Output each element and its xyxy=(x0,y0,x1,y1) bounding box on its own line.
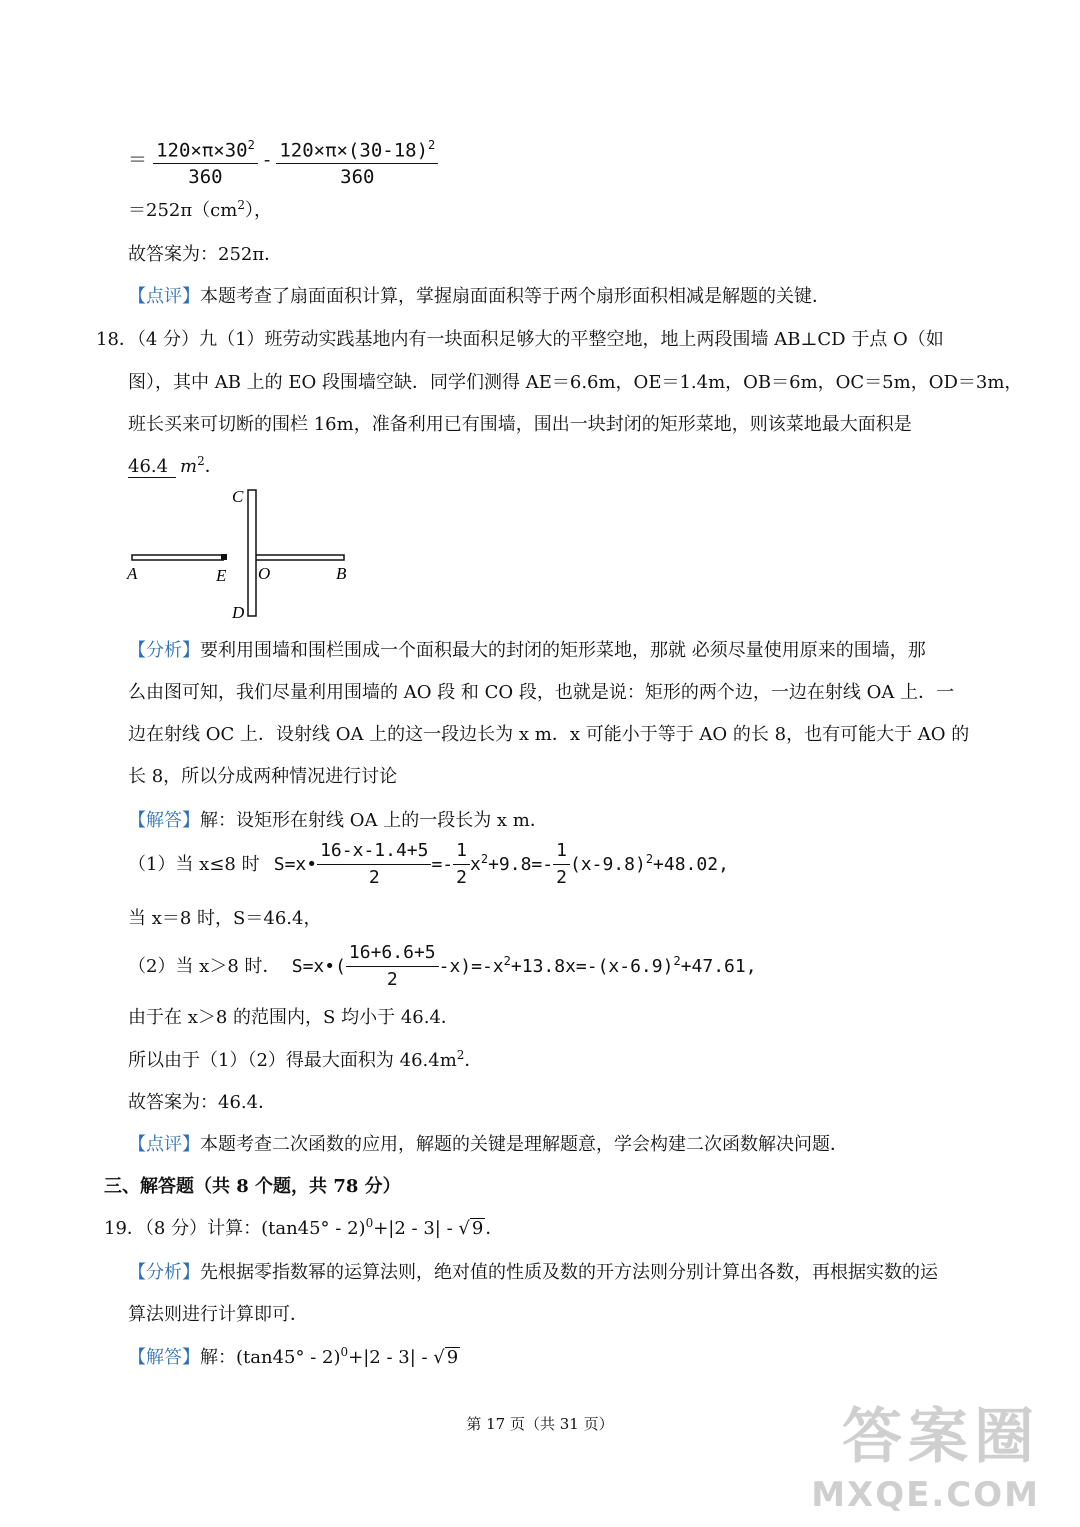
answer-18: 故答案为：46.4． xyxy=(128,1092,277,1113)
solution-text: 解：(tan45° - 2) xyxy=(200,1347,341,1368)
fraction-2 xyxy=(276,132,438,190)
section-3-heading: 三、解答题（共 8 个题，共 78 分） xyxy=(104,1176,401,1197)
calc-line-2 xyxy=(128,196,272,222)
fraction-denominator: 2 xyxy=(386,969,398,990)
minus-sign: - xyxy=(263,149,271,172)
unit: m xyxy=(180,456,198,477)
review-text: 本题考查了扇面面积计算，掌握扇面面积等于两个扇形面积相减是解题的关键． xyxy=(200,286,830,307)
exponent: 2 xyxy=(503,953,511,968)
fraction-numerator: 16-x-1.4+5 xyxy=(317,838,431,865)
formula-part: +9.8=- xyxy=(488,853,554,875)
answer-blank: 46.4 xyxy=(128,456,176,478)
punct: ． xyxy=(464,1050,483,1071)
exponent: 2 xyxy=(673,953,681,968)
solution-bracket: 【解答】 xyxy=(128,1347,200,1368)
fraction xyxy=(317,838,431,891)
exponent: 2 xyxy=(247,138,255,152)
calc-result: ＝252π（cm xyxy=(128,200,238,221)
fraction-2-numerator: 120×π×(30-18) xyxy=(279,139,429,162)
fraction-1 xyxy=(153,132,258,190)
solution-bracket: 【解答】 xyxy=(128,810,200,831)
fraction-1-denominator: 360 xyxy=(188,166,223,189)
fraction-numerator: 16+6.6+5 xyxy=(346,940,439,967)
solution-tail: +|2 - 3| - xyxy=(348,1347,434,1368)
case-1-label: （1）当 x≤8 时 xyxy=(128,853,260,875)
label-a: A xyxy=(127,564,138,583)
formula-part: x xyxy=(470,853,481,875)
label-o: O xyxy=(258,564,271,583)
formula-part: S=x• xyxy=(273,853,318,875)
fraction-numerator: 1 xyxy=(553,838,570,865)
radicand: 9 xyxy=(446,1347,459,1368)
analysis-19-line-1 xyxy=(128,1258,938,1284)
label-b: B xyxy=(336,564,347,583)
analysis-18-line-3: 边在射线 OC 上．设射线 OA 上的这一段边长为 x m．x 可能小于等于 AO 的长 8，也有可能大于 AO 的 xyxy=(128,724,970,745)
formula-part: -x)=-x xyxy=(438,955,504,977)
analysis-text: 要利用围墙和围栏围成一个面积最大的封闭的矩形菜地，那就 必须尽量使用原来的围墙，那 xyxy=(200,640,926,661)
label-c: C xyxy=(232,487,244,506)
fraction-denominator: 2 xyxy=(368,867,380,888)
watermark xyxy=(811,1389,1040,1515)
analysis-19-line-2: 算法则进行计算即可． xyxy=(128,1304,308,1325)
sqrt-symbol: √ xyxy=(458,1218,470,1239)
q19-tail: +|2 - 3| - xyxy=(373,1218,459,1239)
review-text: 本题考查二次函数的应用，解题的关键是理解题意，学会构建二次函数解决问题． xyxy=(200,1134,848,1155)
analysis-18-line-4: 长 8，所以分成两种情况进行讨论 xyxy=(128,766,398,787)
formula-part: +48.02, xyxy=(653,853,729,875)
case-2-result: 由于在 x＞8 的范围内，S 均小于 46.4． xyxy=(128,1007,459,1028)
fraction xyxy=(553,838,570,891)
formula-part: =- xyxy=(431,853,454,875)
exponent: 2 xyxy=(197,454,205,468)
case-1-line xyxy=(128,838,729,891)
watermark-url: MXQE.COM xyxy=(811,1475,1040,1515)
fraction-2-denominator: 360 xyxy=(340,166,375,189)
fraction-denominator: 2 xyxy=(456,867,467,888)
fraction-numerator: 1 xyxy=(453,838,470,865)
solution-text: 解：设矩形在射线 OA 上的一段长为 x m． xyxy=(200,810,548,831)
analysis-bracket: 【分析】 xyxy=(128,1262,200,1283)
formula-part: +47.61, xyxy=(680,955,757,977)
calc-line-1 xyxy=(128,132,438,190)
fraction xyxy=(346,940,439,993)
review-bracket: 【点评】 xyxy=(128,286,200,307)
wall-gap-eo xyxy=(224,554,250,562)
case-2-formula xyxy=(291,942,757,990)
review-18 xyxy=(128,1130,848,1156)
sqrt-symbol: √ xyxy=(433,1347,445,1368)
wall-figure xyxy=(118,478,368,628)
punct: ． xyxy=(485,1218,504,1239)
exponent: 2 xyxy=(456,1048,465,1062)
label-d: D xyxy=(232,603,245,622)
fraction xyxy=(453,838,470,891)
review-17 xyxy=(128,282,830,308)
point-e-marker xyxy=(221,554,227,560)
wall-cd xyxy=(248,490,256,616)
calc-tail: ）， xyxy=(244,200,272,221)
analysis-text: 先根据零指数幂的运算法则，绝对值的性质及数的开方法则分别计算出各数，再根据实数的运 xyxy=(200,1262,938,1283)
exponent: 0 xyxy=(340,1345,349,1359)
q18-line-2: 图），其中 AB 上的 EO 段围墙空缺．同学们测得 AE＝6.6m，OE＝1.4m，OB＝6m，OC＝5m，OD＝3m， xyxy=(128,372,1023,393)
exponent: 2 xyxy=(480,851,489,866)
exponent: 2 xyxy=(237,198,245,212)
analysis-bracket: 【分析】 xyxy=(128,640,200,661)
exponent: 2 xyxy=(428,138,436,152)
case-1-result: 当 x＝8 时，S＝46.4， xyxy=(128,908,322,929)
solution-18-intro xyxy=(128,806,548,832)
solution-19 xyxy=(128,1343,460,1369)
formula-part: +13.8x=-(x-6.9) xyxy=(510,955,674,977)
case-1-formula xyxy=(273,840,729,888)
conclusion-18 xyxy=(128,1046,482,1072)
q18-line-1: 18．（4 分）九（1）班劳动实践基地内有一块面积足够大的平整空地，地上两段围墙 AB⊥CD 于点 O（如 xyxy=(96,329,944,350)
fraction-denominator: 2 xyxy=(556,867,567,888)
punct: ． xyxy=(204,456,223,477)
q18-line-3: 班长买来可切断的围栏 16m，准备利用已有围墙，围出一块封闭的矩形菜地，则该菜地最大面积是 xyxy=(128,414,912,435)
exponent: 0 xyxy=(365,1216,374,1230)
conclusion-text: 所以由于（1）（2）得最大面积为 46.4m xyxy=(128,1050,457,1071)
analysis-18-line-1 xyxy=(128,636,926,662)
formula-part: S=x•( xyxy=(291,955,346,977)
page-footer: 第 17 页（共 31 页） xyxy=(466,1415,614,1433)
case-2-line xyxy=(128,940,757,993)
equals-sign: ＝ xyxy=(128,149,148,172)
review-bracket: 【点评】 xyxy=(128,1134,200,1155)
label-e: E xyxy=(216,566,227,585)
exponent: 2 xyxy=(645,851,654,866)
watermark-logo: 答案圈 xyxy=(842,1402,1040,1472)
radicand: 9 xyxy=(471,1218,484,1239)
analysis-18-line-2: 么由图可知，我们尽量利用围墙的 AO 段 和 CO 段，也就是说：矩形的两个边，一边在射线 OA 上．一 xyxy=(128,682,955,703)
answer-17: 故答案为：252π． xyxy=(128,244,283,265)
q19-line xyxy=(104,1214,503,1240)
fraction-1-numerator: 120×π×30 xyxy=(156,139,248,162)
q18-answer-line xyxy=(128,452,223,478)
case-2-label: （2）当 x＞8 时． xyxy=(128,955,281,977)
formula-part: (x-9.8) xyxy=(569,853,646,875)
q19-text: 19．（8 分）计算：(tan45° - 2) xyxy=(104,1218,366,1239)
